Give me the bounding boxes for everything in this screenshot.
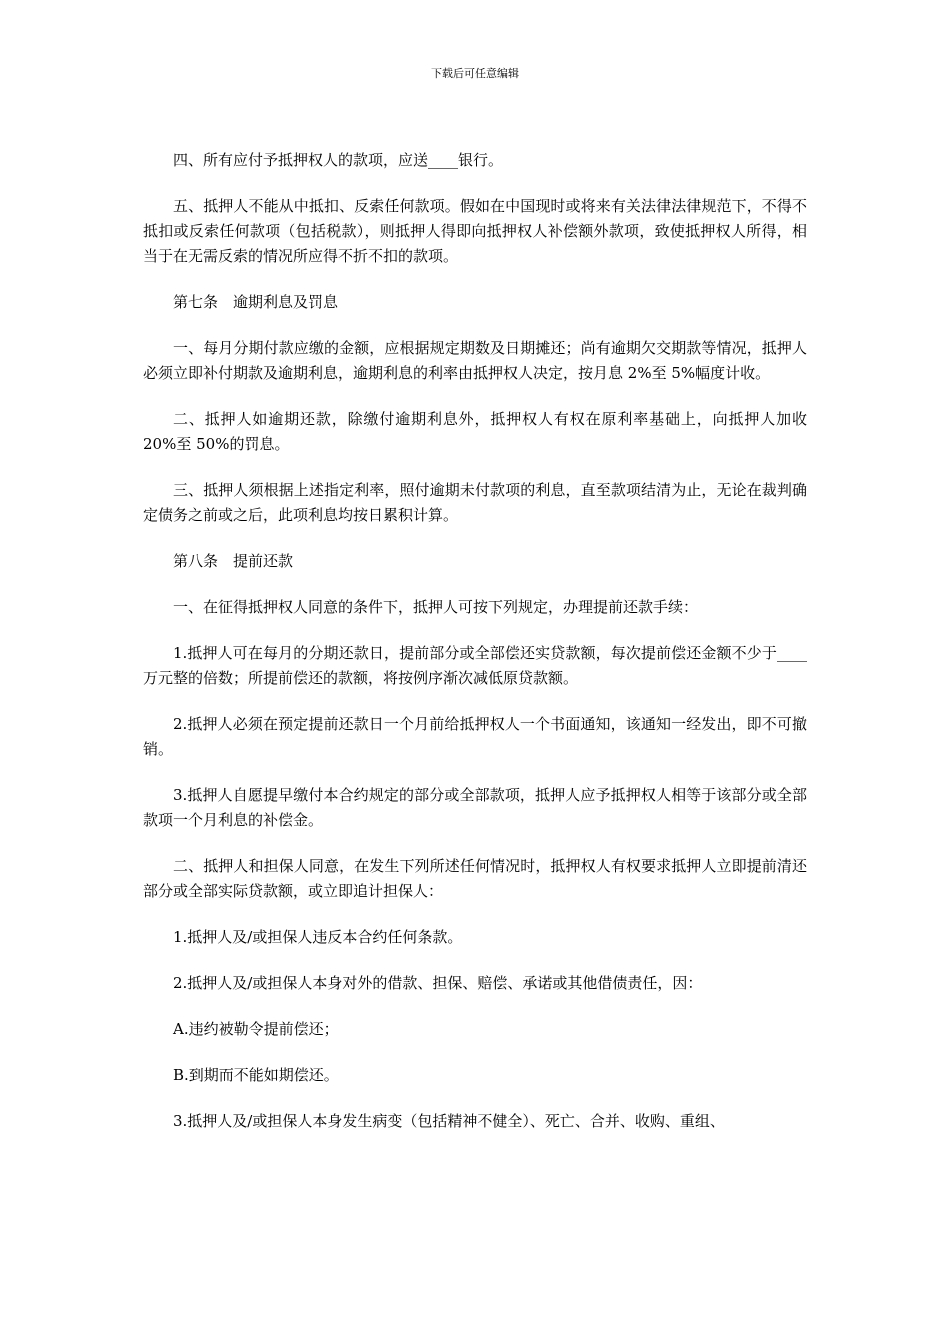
- paragraph-early-repayment-intro: 一、在征得抵押权人同意的条件下，抵押人可按下列规定，办理提前还款手续：: [173, 598, 699, 616]
- paragraph-acceleration-intro: 二、抵押人和担保人同意，在发生下列所述任何情况时，抵押权人有权要求抵押人立即提前清还部分或全部实际贷款额，或立即追计担保人：: [143, 857, 807, 900]
- paragraph-acceleration-item-2b: B.到期而不能如期偿还。: [173, 1066, 339, 1084]
- document-body: [143, 148, 812, 1155]
- paragraph-acceleration-item-1: 1.抵押人及/或担保人违反本合约任何条款。: [173, 928, 463, 946]
- paragraph-acceleration-item-2a: A.违约被勒令提前偿还；: [173, 1020, 339, 1038]
- page-header: 下载后可任意编辑: [431, 67, 519, 80]
- paragraph-daily-accrual: 三、抵押人须根据上述指定利率，照付逾期未付款项的利息，直至款项结清为止，无论在裁判确定债务之前或之后，此项利息均按日累积计算。: [143, 481, 807, 524]
- paragraph-overdue-interest: 一、每月分期付款应缴的金额，应根据规定期数及日期摊还；尚有逾期欠交期款等情况，抵押人必须立即补付期款及逾期利息，逾期利息的利率由抵押权人决定，按月息 2%至 5%幅度计收。: [143, 339, 807, 382]
- article-8-heading: 第八条 提前还款: [173, 552, 294, 570]
- paragraph-acceleration-item-3: 3.抵押人及/或担保人本身发生病变（包括精神不健全）、死亡、合并、收购、重组、: [173, 1112, 725, 1130]
- paragraph-penalty-interest: 二、抵押人如逾期还款，除缴付逾期利息外，抵押权人有权在原利率基础上，向抵押人加收 20%至 50%的罚息。: [143, 410, 812, 453]
- article-7-heading: 第七条 逾期利息及罚息: [173, 293, 339, 311]
- paragraph-early-repayment-item-1: 1.抵押人可在每月的分期还款日，提前部分或全部偿还实贷款额，每次提前偿还金额不少于____ 万元整的倍数；所提前偿还的款额，将按例序渐次减低原贷款额。: [143, 644, 812, 687]
- paragraph-payment-bank: 四、所有应付予抵押权人的款项，应送____银行。: [173, 151, 504, 169]
- paragraph-early-repayment-item-2: 2.抵押人必须在预定提前还款日一个月前给抵押权人一个书面通知，该通知一经发出，即不可撤销。: [143, 715, 807, 758]
- paragraph-early-repayment-item-3: 3.抵押人自愿提早缴付本合约规定的部分或全部款项，抵押人应予抵押权人相等于该部分或全部款项一个月利息的补偿金。: [143, 786, 807, 829]
- paragraph-no-deduction: 五、抵押人不能从中抵扣、反索任何款项。假如在中国现时或将来有关法律法律规范下，不得不抵扣或反索任何款项（包括税款），则抵押人得即向抵押权人补偿额外款项，致使抵押权人所得，相当于在无需反索的情况所应得不折不扣的款项。: [143, 197, 807, 265]
- paragraph-acceleration-item-2: 2.抵押人及/或担保人本身对外的借款、担保、赔偿、承诺或其他借债责任，因：: [173, 974, 703, 992]
